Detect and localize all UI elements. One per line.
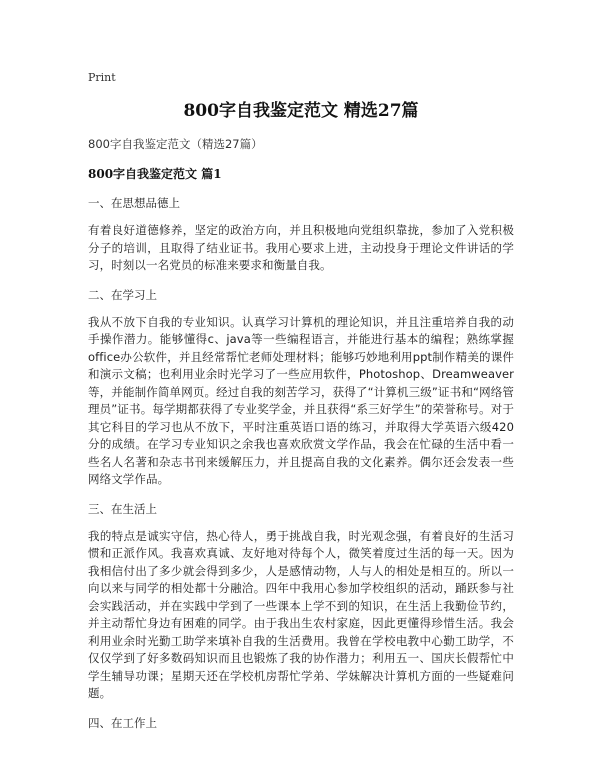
heading-morality: 一、在思想品德上 <box>88 196 180 210</box>
heading-work: 四、在工作上 <box>88 715 157 730</box>
document-title: 800字自我鉴定范文 精选27篇 <box>183 101 419 121</box>
document-page <box>88 70 514 742</box>
paragraph-life: 我的特点是诚实守信，热心待人，勇于挑战自我，时光观念强，有着良好的生活习惯和正派作风。我喜欢真诚、友好地对待每个人，微笑着度过生活的每一天。因为我相信付出了多少就会得到多少，人是感情动物，人与人的相处是相互的。所以一向以来与同学的相处都十分融洽。四年中我用心参加学校组织的活动，踊跃参与社会实践活动，并在实践中学到了一些课本上学不到的知识，在生活上我勤俭节约，并主动帮忙身边有困难的同学。由于我出生农村家庭，因此更懂得珍惜生活。我会利用业余时光勤工助学来填补自我的生活费用。我曾在学校电教中心勤工助学，不仅仅学到了好多数码知识而且也锻炼了我的协作潜力；利用五一、国庆长假帮忙中学生辅导功课；星期天还在学校机房帮忙学弟、学妹解决计算机方面的一些疑难问题。 <box>88 528 514 700</box>
paragraph-study: 我从不放下自我的专业知识。认真学习计算机的理论知识，并且注重培养自我的动手操作潜力。能够懂得c、java等一些编程语言，并能进行基本的编程；熟练掌握office办公软件，并且经常帮忙老师处理材料；能够巧妙地利用ppt制作精美的课件和演示文稿；也利用业余时光学习了一些应用软件，Photoshop、Dreamweaver等，并能制作简单网页。经过自我的刻苦学习，获得了“计算机三级”证书和“网络管理员”证书。每学期都获得了专业奖学金，并且获得“系三好学生”的荣誉称号。对于其它科目的学习也从不放下，平时注重英语口语的练习，并取得大学英语六级420分的成绩。在学习专业知识之余我也喜欢欣赏文学作品，我会在忙碌的生活中看一些名人名著和杂志书刊来缓解压力，并且提高自我的文化素养。偶尔还会发表一些网络文学作品。 <box>88 314 514 486</box>
heading-study: 二、在学习上 <box>88 287 157 302</box>
print-label[interactable]: Print <box>88 71 116 84</box>
heading-life: 三、在生活上 <box>88 501 157 516</box>
document-subtitle: 800字自我鉴定范文（精选27篇） <box>88 137 263 151</box>
section-title: 800字自我鉴定范文 篇1 <box>88 167 222 181</box>
paragraph-morality: 有着良好道德修养，坚定的政治方向，并且积极地向党组织靠拢，参加了入党积极分子的培训，且取得了结业证书。我用心要求上进，主动投身于理论文件讲话的学习，时刻以一名党员的标准来要求和衡量自我。 <box>88 223 514 272</box>
